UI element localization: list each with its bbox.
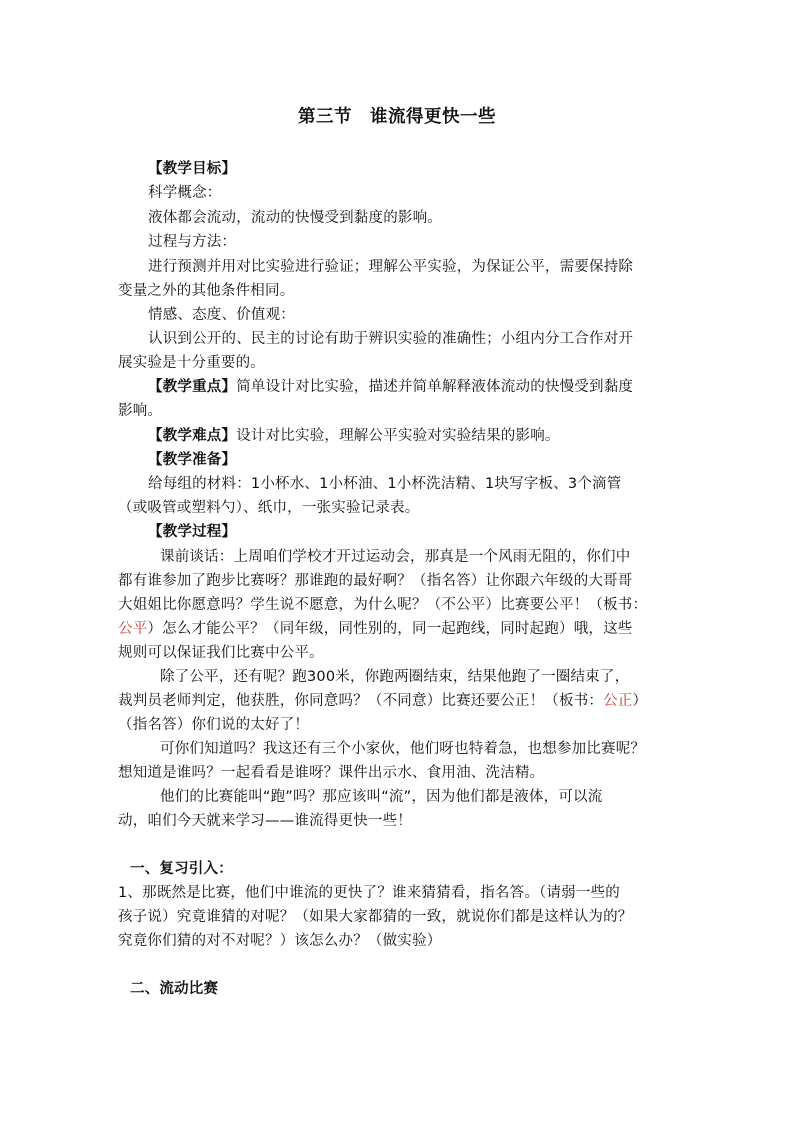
title-section: 第三节 [298,107,352,127]
text-p3-1: 可你们知道吗？我这还有三个小家伙，他们呀也特着急，也想参加比赛呢？ [160,741,646,757]
text-pm-2: 变量之外的其他条件相同。 [118,283,295,299]
heading-difficult: 【教学难点】 [148,428,237,444]
text-s1-3: 究竟你们猜的对不对呢？）该怎么办？（做实验） [118,933,442,949]
text-em-1: 认识到公开的、民主的讨论有助于辨识实验的准确性；小组内分工合作对开 [148,331,634,347]
heading-process: 【教学过程】 [148,524,237,540]
text-sci-concept: 液体都会流动，流动的快慢受到黏度的影响。 [148,210,442,226]
label-emotion: 情感、态度、价值观： [148,307,295,323]
text-key-2: 影响。 [118,403,163,419]
label-process-method: 过程与方法： [148,234,237,250]
text-p1-1: 课前谈话：上周咱们学校才开过运动会，那真是一个风雨无阻的，你们中 [160,549,631,565]
text-p2-2-start: 裁判员老师判定，他获胜，你同意吗？（不同意）比赛还要公正！（板书： [118,693,604,709]
board-note-fair: 公平 [118,621,148,637]
text-prep-1: 给每组的材料：1小杯水、1小杯油、1小杯洗洁精、1块写字板、3个滴管 [148,476,622,492]
heading-objectives: 【教学目标】 [148,161,237,177]
text-p4-1: 他们的比赛能叫“跑”吗？那应该叫“流”，因为他们都是液体，可以流 [160,789,603,805]
heading-key: 【教学重点】 [148,379,237,395]
text-p2-2 [118,689,678,713]
board-note-just: 公正 [603,693,633,709]
text-p4-2: 动，咱们今天就来学习——谁流得更快一些！ [118,813,412,829]
text-p1-2: 都有谁参加了跑步比赛呀？那谁跑的最好啊？（指名答）让你跟六年级的大哥哥 [118,573,633,589]
text-p2-2-end: ） [632,693,648,709]
section-flow-race: 二、流动比赛 [130,981,219,997]
text-prep-2: （或吸管或塑料勺）、纸巾，一张实验记录表。 [118,500,420,516]
key-points-line-1 [148,375,708,399]
page-title [0,104,794,130]
text-p2-1: 除了公平，还有呢？跑300米，你跑两圈结束，结果他跑了一圈结束了， [160,669,630,685]
heading-prep: 【教学准备】 [148,452,237,468]
text-p1-5: 规则可以保证我们比赛中公平。 [118,645,324,661]
text-p2-3: （指名答）你们说的太好了！ [118,717,310,733]
text-p1-3: 大姐姐比你愿意吗？学生说不愿意，为什么呢？（不公平）比赛要公平！（板书： [118,597,648,613]
text-p1-4 [118,617,678,641]
difficult-points-line [148,424,708,448]
text-key-1: 简单设计对比实验，描述并简单解释液体流动的快慢受到黏度 [236,379,634,395]
label-sci-concept: 科学概念： [148,185,222,201]
text-p1-4-rest: ）怎么才能公平？（同年级，同性别的，同一起跑线，同时起跑）哦，这些 [147,621,633,637]
text-s1-1: 1、那既然是比赛，他们中谁流的更快了？谁来猜猜看，指名答。（请弱一些的 [118,885,620,901]
title-topic: 谁流得更快一些 [370,107,496,127]
text-p3-2: 想知道是谁吗？一起看看是谁呀？课件出示水、食用油、洗洁精。 [118,765,545,781]
text-diff-1: 设计对比实验，理解公平实验对实验结果的影响。 [236,428,560,444]
text-s1-2: 孩子说）究竟谁猜的对呢？（如果大家都猜的一致，就说你们都是这样认为的？ [118,909,633,925]
text-em-2: 展实验是十分重要的。 [118,355,265,371]
text-pm-1: 进行预测并用对比实验进行验证；理解公平实验，为保证公平，需要保持除 [148,259,634,275]
section-review: 一、复习引入： [130,861,233,877]
